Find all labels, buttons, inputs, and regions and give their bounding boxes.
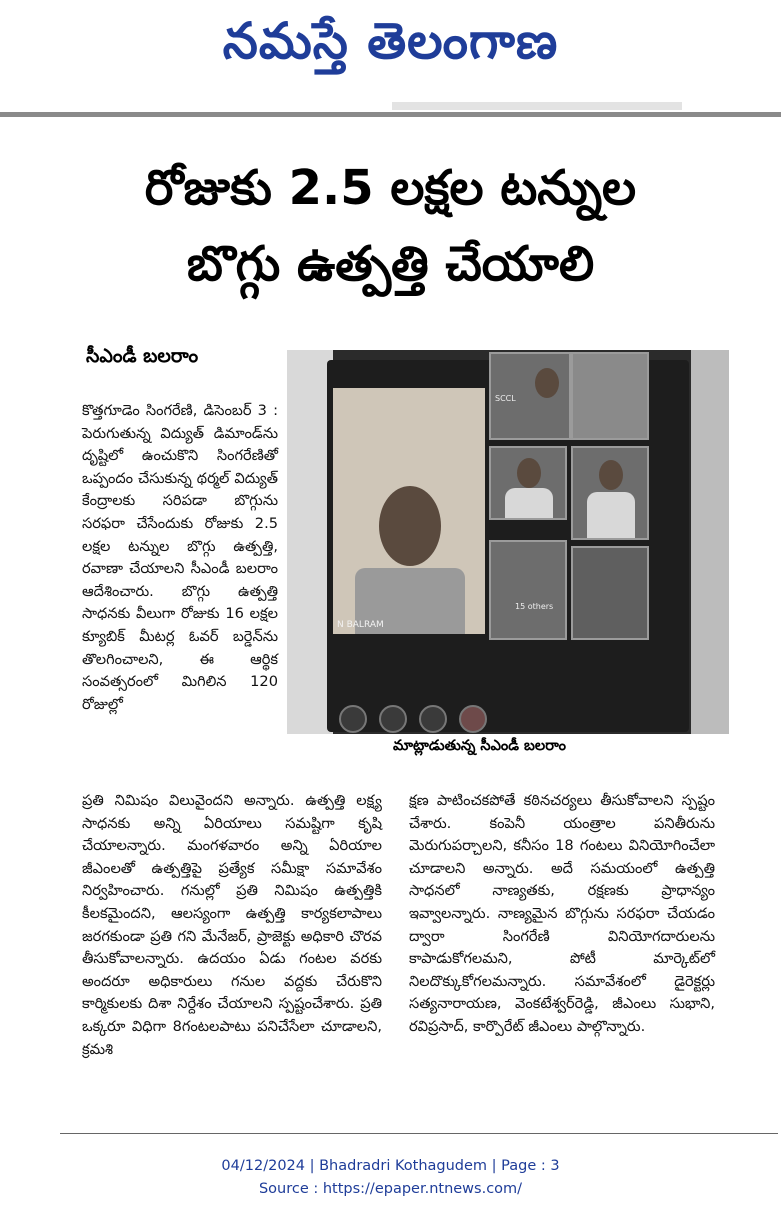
newspaper-title: నమస్తే తెలంగాణ (222, 12, 559, 70)
photo-tile-1 (489, 352, 571, 440)
article-column-3: క్షణ పాటించకపోతే కఠినచర్యలు తీసుకోవాలని స్పష్టం చేశారు. కంపెనీ యంత్రాల పనితీరును మెరుగుపర్చాలని, కనీసం 18 గంటలు వినియోగించేలా చూడాలని అన్నారు. అదే సమయంలో ఉత్పత్తి సాధనలో నాణ్యతకు, రక్షణకు ప్రాధాన్యం ఇవ్వాలన్నారు. నాణ్యమైన బొగ్గును సరఫరా చేయడం ద్వారా సింగరేణి వినియోగదారులను కాపాడుకోగలమని, పోటీ మార్కెట్‌లో నిలదొక్కుకోగలమన్నారు. సమావేశంలో డైరెక్టర్లు సత్యనారాయణ, వెంకటేశ్వర్‌రెడ్డి, జీఎంలు సుభాని, రవిప్రసాద్, కార్పొరేట్ జీఎంలు పాల్గొన్నారు. (409, 792, 715, 1035)
photo-tile-1-head (535, 368, 559, 398)
photo-tile-3 (489, 446, 567, 520)
photo-main-tile-label: N BALRAM (337, 620, 384, 630)
masthead (0, 0, 781, 118)
photo-tile-3-head (517, 458, 541, 488)
photo-control-icon-1 (339, 705, 367, 733)
photo-tile-4 (571, 446, 649, 540)
article-column-1: కొత్తగూడెం సింగరేణి, డిసెంబర్ 3 : పెరుగుతున్న విద్యుత్ డిమాండ్‌ను దృష్టిలో ఉంచుకొని సింగరేణితో ఒప్పందం చేసుకున్న థర్మల్ విద్యుత్ కేంద్రాలకు సరిపడా బొగ్గును సరఫరా చేసేందుకు రోజుకు 2.5 లక్షల టన్నుల బొగ్గు ఉత్పత్తి, రవాణా చేయాలని సీఎండీ బలరాం ఆదేశించారు. బొగ్గు ఉత్పత్తి సాధనకు వీలుగా రోజుకు 16 లక్షల క్యూబిక్ మీటర్ల ఓవర్ బర్డెన్‌ను తొలగించాలని, ఈ ఆర్థిక సంవత్సరంలో మిగిలిన 120 రోజుల్లో (82, 402, 278, 713)
headline-line-1: రోజుకు 2.5 లక్షల టన్నుల (144, 160, 637, 216)
photo-speaker-head (379, 486, 441, 566)
photo-control-icon-2 (379, 705, 407, 733)
article-photo (287, 350, 729, 734)
byline: సీఎండీ బలరాం (86, 345, 199, 367)
photo-others-label: 15 others (515, 602, 554, 611)
photo-hand-icon (419, 705, 447, 733)
photo-tile-others (489, 540, 567, 640)
photo-tile-1-logo: SCCL (495, 394, 516, 403)
photo-tile-4-head (599, 460, 623, 490)
photo-tile-5 (571, 546, 649, 640)
photo-tile-4-body (587, 492, 635, 538)
photo-tile-2 (571, 352, 649, 440)
footer-source: Source : https://epaper.ntnews.com/ (258, 1181, 523, 1197)
photo-background-right (691, 350, 729, 734)
headline-line-2: బొగ్గు ఉత్పత్తి చేయాలి (186, 236, 595, 292)
photo-tile-3-body (505, 488, 553, 518)
photo-caption: మాట్లాడుతున్న సీఎండీ బలరాం (393, 738, 566, 754)
footer-date-edition-page: 04/12/2024 | Bhadradri Kothagudem | Page : 3 (221, 1158, 560, 1174)
headline (20, 150, 761, 302)
article-column-2: ప్రతి నిమిషం విలువైందని అన్నారు. ఉత్పత్తి లక్ష్య సాధనకు అన్ని ఏరియాలు సమష్టిగా కృషి చేయాలన్నారు. మంగళవారం అన్ని ఏరియాల జీఎంలతో ఉత్పత్తిపై ప్రత్యేక సమీక్షా సమావేశం నిర్వహించారు. గనుల్లో ప్రతి నిమిషం ఉత్పత్తికి కీలకమైందని, ఆలస్యంగా ఉత్పత్తి కార్యకలాపాలు జరగకుండా ప్రతి గని మేనేజర్, ప్రాజెక్టు అధికారి చొరవ తీసుకోవాలన్నారు. ఉదయం ఏడు గంటల వరకు అందరూ అధికారులు గనుల వద్దకు చేరుకొని కార్మికులకు దిశా నిర్దేశం చేయాలని స్పష్టంచేశారు. ప్రతి ఒక్కరూ విధిగా 8గంటలపాటు పనిచేసేలా చూడాలని, క్రమశి (82, 792, 382, 1058)
photo-main-speaker-tile (333, 388, 485, 634)
bottom-rule (60, 1133, 778, 1134)
photo-end-call-icon (459, 705, 487, 733)
masthead-rule (0, 112, 781, 117)
masthead-grey-band (392, 102, 682, 110)
